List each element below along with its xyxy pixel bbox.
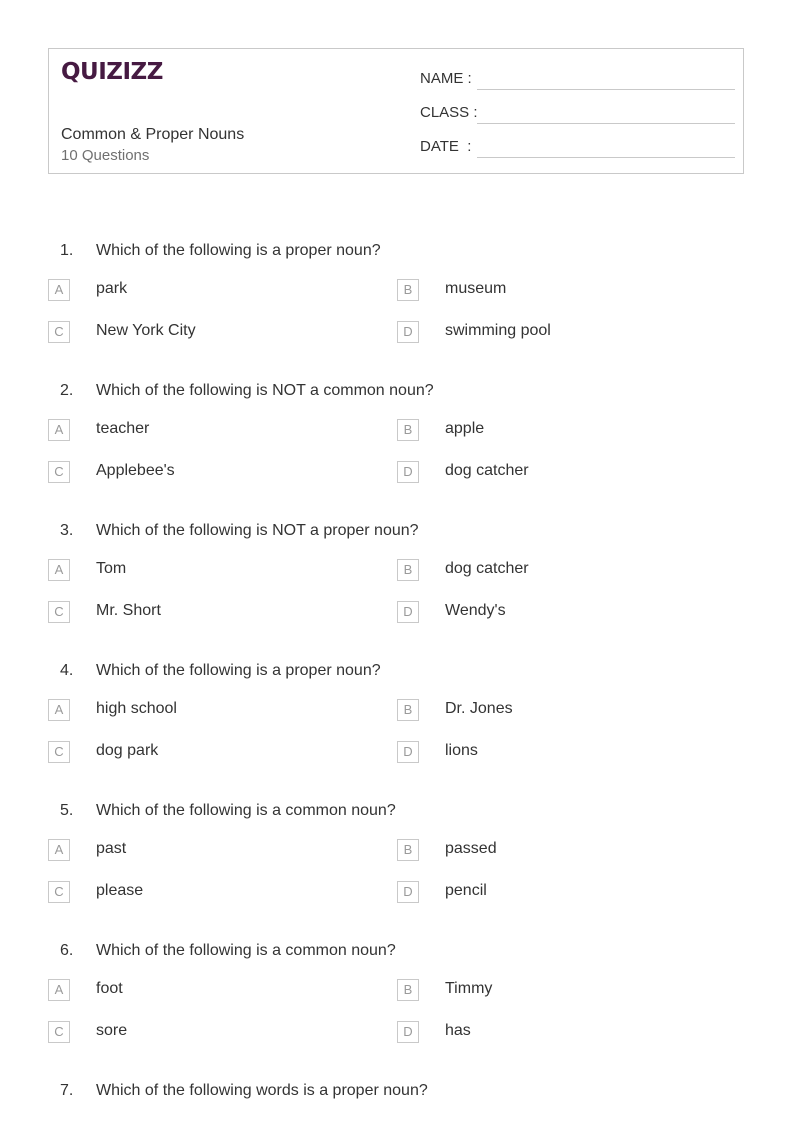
option-text: Timmy — [445, 980, 493, 997]
date-label: DATE : — [420, 138, 472, 155]
option-letter-box[interactable]: A — [48, 699, 70, 721]
class-label: CLASS : — [420, 104, 478, 121]
option-text: lions — [445, 742, 478, 759]
question-number: 7. — [60, 1082, 74, 1099]
option-text: sore — [96, 1022, 128, 1039]
option-letter-box[interactable]: D — [397, 1021, 419, 1043]
question-text: Which of the following is NOT a common noun? — [96, 382, 434, 399]
option-letter-box[interactable]: D — [397, 601, 419, 623]
question-number: 2. — [60, 382, 74, 399]
option-text: dog catcher — [445, 560, 529, 577]
quizizz-logo: QUIZIZZ — [61, 59, 163, 85]
option-text: apple — [445, 420, 485, 437]
option-text: foot — [96, 980, 123, 997]
option-letter-box[interactable]: A — [48, 279, 70, 301]
name-label: NAME : — [420, 70, 472, 87]
worksheet-title: Common & Proper Nouns — [61, 126, 245, 143]
date-field[interactable] — [420, 136, 735, 158]
option-letter-box[interactable]: D — [397, 881, 419, 903]
name-field[interactable] — [420, 68, 735, 90]
question-1 — [0, 242, 794, 362]
option-text: past — [96, 840, 127, 857]
question-4 — [0, 662, 794, 782]
question-5 — [0, 802, 794, 922]
question-number: 3. — [60, 522, 74, 539]
question-number: 6. — [60, 942, 74, 959]
option-letter-box[interactable]: A — [48, 839, 70, 861]
option-letter-box[interactable]: C — [48, 881, 70, 903]
question-number: 5. — [60, 802, 74, 819]
option-text: Mr. Short — [96, 602, 161, 619]
option-text: dog park — [96, 742, 159, 759]
option-text: Applebee's — [96, 462, 175, 479]
option-letter-box[interactable]: B — [397, 419, 419, 441]
option-text: has — [445, 1022, 471, 1039]
question-count: 10 Questions — [61, 147, 150, 164]
option-text: park — [96, 280, 128, 297]
option-letter-box[interactable]: D — [397, 461, 419, 483]
option-letter-box[interactable]: C — [48, 741, 70, 763]
worksheet-header — [48, 48, 744, 174]
option-letter-box[interactable]: A — [48, 979, 70, 1001]
date-line[interactable] — [477, 157, 735, 158]
option-text: passed — [445, 840, 497, 857]
option-letter-box[interactable]: C — [48, 1021, 70, 1043]
option-text: teacher — [96, 420, 150, 437]
option-letter-box[interactable]: B — [397, 279, 419, 301]
option-text: New York City — [96, 322, 196, 339]
option-letter-box[interactable]: C — [48, 461, 70, 483]
option-letter-box[interactable]: A — [48, 559, 70, 581]
question-2 — [0, 382, 794, 502]
option-text: dog catcher — [445, 462, 529, 479]
question-text: Which of the following is NOT a proper noun? — [96, 522, 419, 539]
option-text: museum — [445, 280, 507, 297]
option-text: pencil — [445, 882, 487, 899]
option-text: Wendy's — [445, 602, 506, 619]
class-line[interactable] — [477, 123, 735, 124]
option-letter-box[interactable]: D — [397, 741, 419, 763]
option-letter-box[interactable]: D — [397, 321, 419, 343]
class-field[interactable] — [420, 102, 735, 124]
option-letter-box[interactable]: B — [397, 559, 419, 581]
option-letter-box[interactable]: C — [48, 601, 70, 623]
option-letter-box[interactable]: A — [48, 419, 70, 441]
question-7 — [0, 1082, 794, 1112]
option-text: swimming pool — [445, 322, 551, 339]
option-letter-box[interactable]: B — [397, 979, 419, 1001]
question-text: Which of the following is a common noun? — [96, 942, 396, 959]
name-line[interactable] — [477, 89, 735, 90]
option-letter-box[interactable]: C — [48, 321, 70, 343]
question-6 — [0, 942, 794, 1062]
option-text: high school — [96, 700, 177, 717]
question-text: Which of the following is a proper noun? — [96, 662, 381, 679]
question-number: 1. — [60, 242, 74, 259]
option-letter-box[interactable]: B — [397, 699, 419, 721]
option-text: please — [96, 882, 144, 899]
option-text: Tom — [96, 560, 127, 577]
question-number: 4. — [60, 662, 74, 679]
question-3 — [0, 522, 794, 642]
question-text: Which of the following is a common noun? — [96, 802, 396, 819]
question-text: Which of the following is a proper noun? — [96, 242, 381, 259]
option-letter-box[interactable]: B — [397, 839, 419, 861]
option-text: Dr. Jones — [445, 700, 513, 717]
question-text: Which of the following words is a proper noun? — [96, 1082, 428, 1099]
